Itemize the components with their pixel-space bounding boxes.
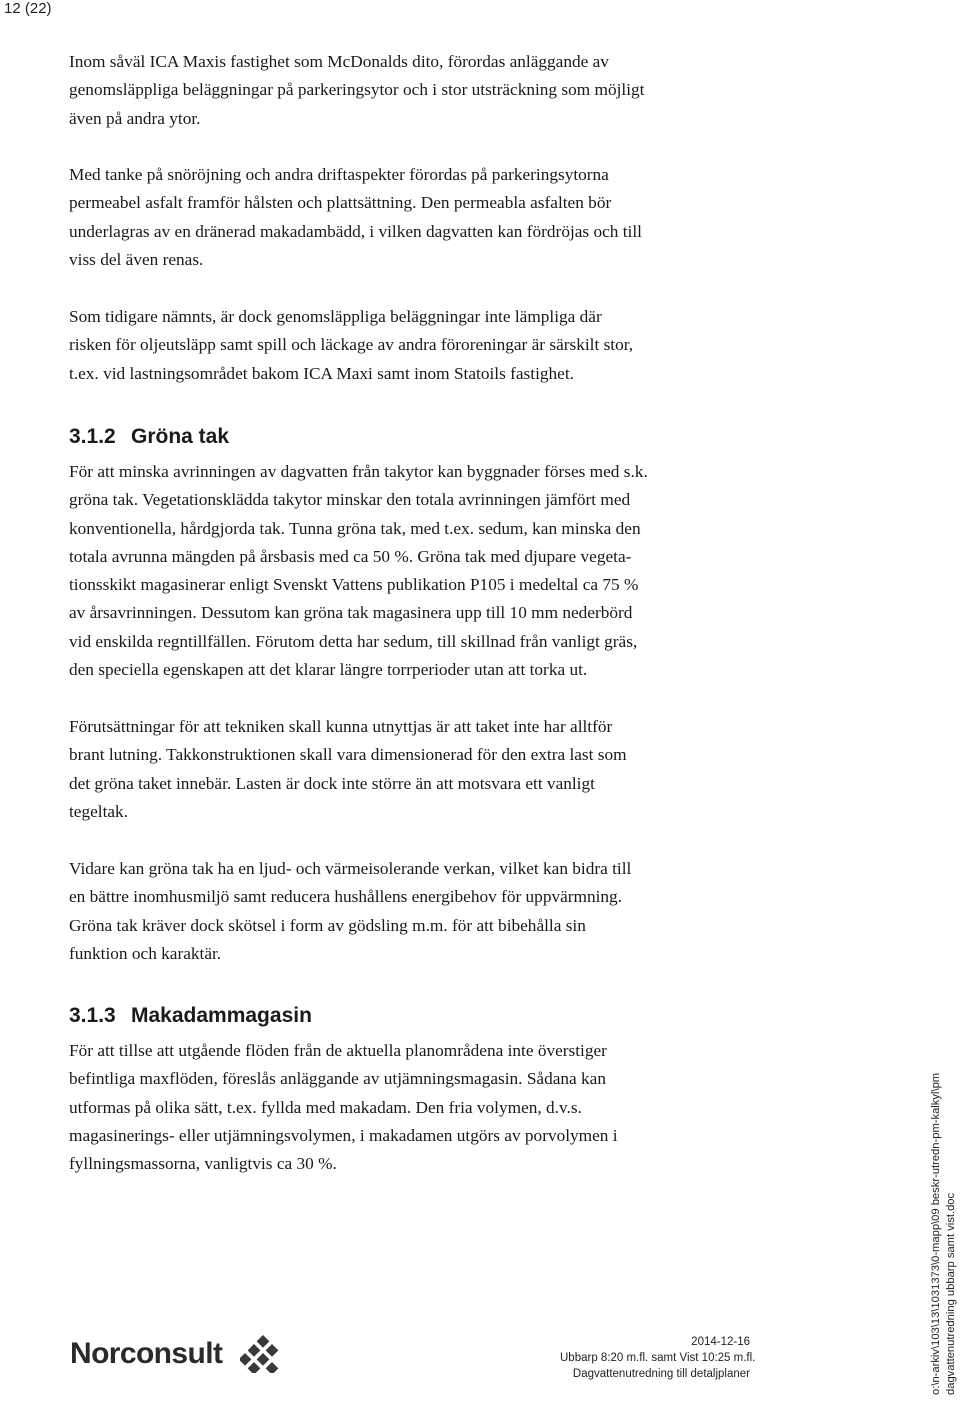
footer-project: Ubbarp 8:20 m.fl. samt Vist 10:25 m.fl. <box>560 1352 756 1364</box>
paragraph-text: Förutsättningar för att tekniken skall kunna utnyttjas är att taket inte har alltför brant lutning. Takkonstruktionen skall vara dimensionerad för den extra last som det gröna taket innebär. Lasten är dock inte större än att motsvara ett vanligt tegeltak. <box>69 717 627 821</box>
paragraph-4 <box>69 458 769 684</box>
paragraph-text: Som tidigare nämnts, är dock genomsläppliga beläggningar inte lämpliga där risken för oljeutsläpp samt spill och läckage av andra föroreningar är särskilt stor, t.ex. vid lastningsområdet bakom ICA Maxi samt inom Statoils fastighet. <box>69 307 634 383</box>
paragraph-7 <box>69 1037 769 1178</box>
section-heading-green-roofs <box>69 424 229 450</box>
paragraph-text: Med tanke på snöröjning och andra driftaspekter förordas på parkeringsytorna permeabel asfalt framför hålsten och plattsättning. Den permeabla asfalten bör underlagras av en dränerad makadambädd, i vilken dagvatten kan fördröjas och till viss del även renas. <box>69 165 642 269</box>
paragraph-2 <box>69 161 769 274</box>
section-number: 3.1.2 <box>69 425 116 448</box>
paragraph-text: Inom såväl ICA Maxis fastighet som McDonalds dito, förordas anläggande av genomsläppliga beläggningar på parkeringsytor och i stor utsträckning som möjligt även på andra ytor. <box>69 52 645 128</box>
footer-document-title: Dagvattenutredning till detaljplaner <box>572 1368 750 1380</box>
footer-info <box>560 1334 756 1382</box>
page-number: 12 (22) <box>4 0 52 17</box>
paragraph-1 <box>69 48 769 133</box>
diamond-logo-icon <box>240 1333 286 1373</box>
section-heading-macadam <box>69 1003 312 1029</box>
file-path-line-2: dagvattenutredning ubbarp samt vist.doc <box>944 1192 957 1395</box>
paragraph-text: För att tillse att utgående flöden från de aktuella planområdena inte överstiger befintliga maxflöden, föreslås anläggande av utjämningsmagasin. Sådana kan utformas på olika sätt, t.ex. fyllda med makadam. Den fria volymen, d.v.s. magasinerings- eller utjämningsvolymen, i makadamen utgörs av porvolymen i fyllningsmassorna, vanligtvis ca 30 %. <box>69 1041 618 1174</box>
section-title: Gröna tak <box>131 425 230 448</box>
paragraph-text: Vidare kan gröna tak ha en ljud- och värmeisolerande verkan, vilket kan bidra till en bättre inomhusmiljö samt reducera hushållens energibehov för uppvärmning. Gröna tak kräver dock skötsel i form av gödsling m.m. för att bibehålla sin funktion och karaktär. <box>69 859 632 963</box>
file-path-line-1: o:\n-arkiv\103\13\1031373\0-mapp\09 beskr-utredn-pm-kalkyl\pm <box>930 1072 942 1395</box>
paragraph-6 <box>69 855 769 968</box>
section-title: Makadammagasin <box>131 1004 312 1027</box>
paragraph-text: För att minska avrinningen av dagvatten från takytor kan byggnader förses med s.k. gröna tak. Vegetationsklädda takytor minskar den totala avrinningen jämfört med konventionella, hårdgjorda tak. Tunna gröna tak, med t.ex. sedum, kan minska den totala avrunna mängden på årsbasis med ca 50 %. Gröna tak med djupare vegeta- tionsskikt magasinerar enligt Svenskt Vattens publikation P105 i medeltal ca 75 % av årsavrinningen. Dessutom kan gröna tak magasinera upp till 10 mm nederbörd vid enskilda regntillfällen. Förutom detta har sedum, till skillnad från vanligt gräs, den speciella egenskapen att det klarar längre torrperioder utan att torka ut. <box>69 462 648 680</box>
footer-date: 2014-12-16 <box>691 1336 750 1348</box>
file-path-sidebar <box>929 1073 958 1395</box>
paragraph-5 <box>69 713 769 826</box>
paragraph-3 <box>69 303 769 388</box>
section-number: 3.1.3 <box>69 1004 116 1027</box>
logo-wordmark: Norconsult <box>70 1337 223 1370</box>
